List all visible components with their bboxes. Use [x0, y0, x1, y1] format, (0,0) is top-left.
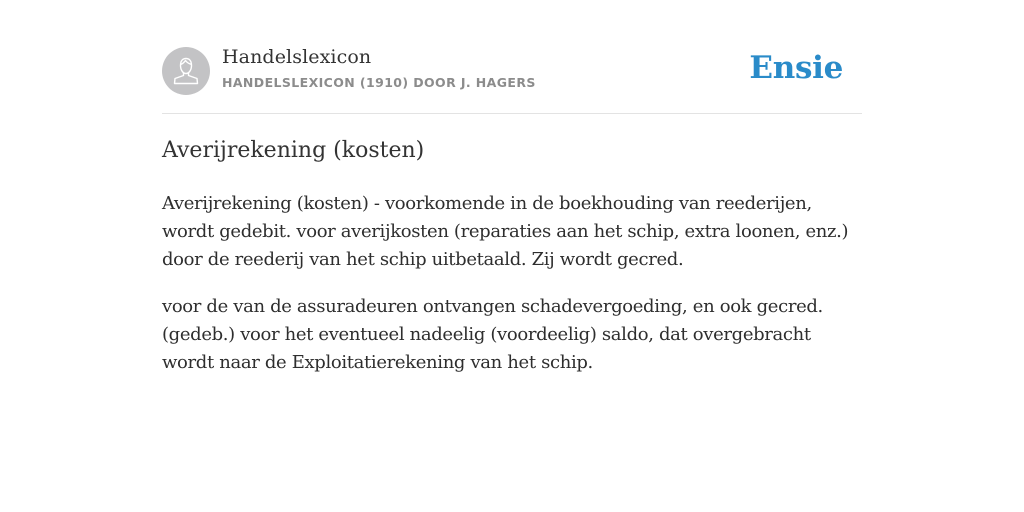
- user-avatar-icon[interactable]: [162, 47, 210, 95]
- article-container: [162, 0, 862, 373]
- source-header: [162, 0, 862, 114]
- source-subtitle: HANDELSLEXICON (1910) DOOR J. HAGERS: [222, 75, 536, 90]
- ensie-logo[interactable]: Ensie: [749, 50, 843, 86]
- entry-paragraph: Averijrekening (kosten) - voorkomende in de boekhouding van reederijen, wordt gedebit. voor averijkosten (reparaties aan het schip, extra loonen, enz.) door de reederij van het schip uitbetaald. Zij wordt gecred.: [162, 193, 849, 270]
- entry-paragraph: voor de van de assuradeuren ontvangen schadevergoeding, en ook gecred. (gedeb.) voor het eventueel nadeelig (voordeelig) saldo, dat overgebracht wordt naar de Exploitatierekening van het schip.: [162, 296, 823, 373]
- avatar-figure-icon: [162, 47, 210, 95]
- entry-title: Averijrekening (kosten): [162, 138, 425, 163]
- source-title[interactable]: Handelslexicon: [222, 46, 372, 68]
